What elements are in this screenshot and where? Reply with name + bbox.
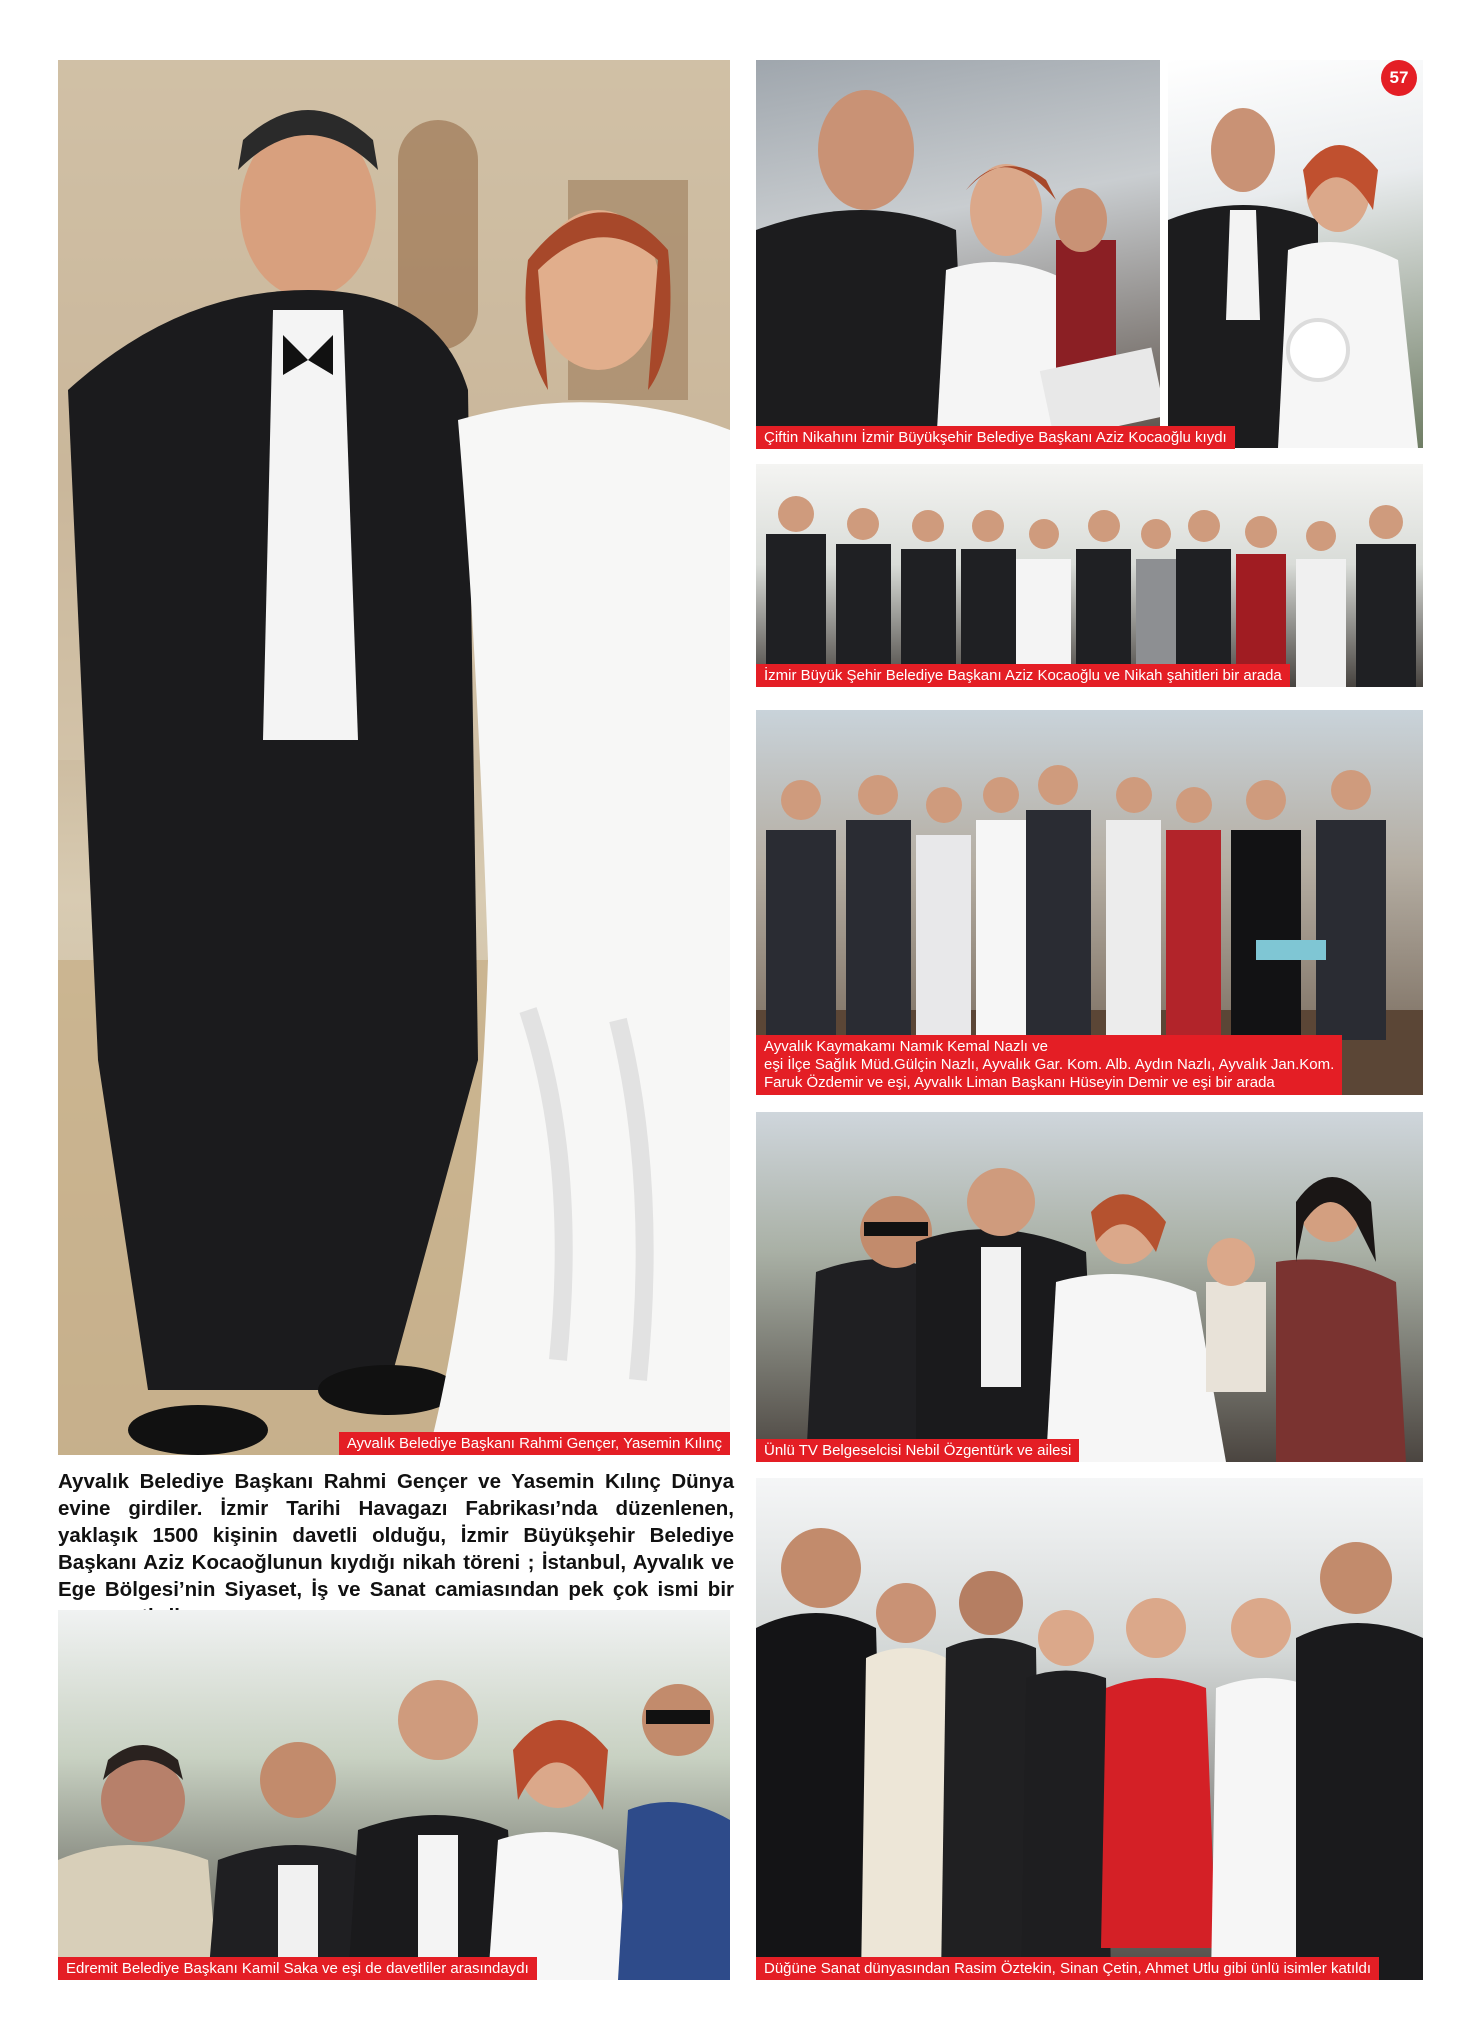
photo-nikah-couple	[1168, 60, 1423, 448]
couple-illustration	[58, 60, 730, 1455]
caption-sanat: Düğüne Sanat dünyasından Rasim Öztekin, Sinan Çetin, Ahmet Utlu gibi ünlü isimler katıldı	[756, 1957, 1379, 1980]
sanat-illustration	[756, 1478, 1423, 1980]
edremit-illustration	[58, 1610, 730, 1980]
nikah-couple-illustration	[1168, 60, 1423, 448]
photo-nikah-signing	[756, 60, 1160, 448]
caption-kaymakam-line-2: eşi İlçe Sağlık Müd.Gülçin Nazlı, Ayvalık Gar. Kom. Alb. Aydın Nazlı, Ayvalık Jan.Kom.	[764, 1056, 1335, 1073]
caption-sahitler: İzmir Büyük Şehir Belediye Başkanı Aziz Kocaoğlu ve Nikah şahitleri bir arada	[756, 664, 1290, 687]
sahitler-illustration	[756, 464, 1423, 687]
caption-kaymakam-line-1: Ayvalık Kaymakamı Namık Kemal Nazlı ve	[764, 1038, 1048, 1055]
caption-edremit: Edremit Belediye Başkanı Kamil Saka ve eşi de davetliler arasındaydı	[58, 1957, 537, 1980]
photo-sanat	[756, 1478, 1423, 1980]
caption-nikah: Çiftin Nikahını İzmir Büyükşehir Belediye Başkanı Aziz Kocaoğlu kıydı	[756, 426, 1235, 449]
photo-kaymakam	[756, 710, 1423, 1095]
tv-belgeselci-illustration	[756, 1112, 1423, 1462]
intro-paragraph: Ayvalık Belediye Başkanı Rahmi Gençer ve Yasemin Kılınç Dünya evine girdiler. İzmir Tarihi Havagazı Fabrikası’nda düzenlenen, yaklaşık 1500 kişinin davetli olduğu, İzmir Büyükşehir Belediye Başkanı Aziz Kocaoğlunun kıydığı nikah töreni ; İstanbul, Ayvalık ve Ege Bölgesi’nin Siyaset, İş ve Sanat camiasından pek çok ismi bir	[58, 1470, 734, 1601]
photo-tv-belgeselci	[756, 1112, 1423, 1462]
photo-sahitler	[756, 464, 1423, 687]
caption-kaymakam-line-3: Faruk Özdemir ve eşi, Ayvalık Liman Başkanı Hüseyin Demir ve eşi bir arada	[764, 1074, 1275, 1091]
photo-edremit	[58, 1610, 730, 1980]
photo-couple-main	[58, 60, 730, 1455]
page-number-badge: 57	[1381, 60, 1417, 96]
caption-kaymakam	[756, 1035, 1342, 1095]
caption-main: Ayvalık Belediye Başkanı Rahmi Gençer, Yasemin Kılınç	[339, 1432, 730, 1455]
nikah-signing-illustration	[756, 60, 1160, 448]
caption-tv: Ünlü TV Belgeselcisi Nebil Özgentürk ve ailesi	[756, 1439, 1079, 1462]
